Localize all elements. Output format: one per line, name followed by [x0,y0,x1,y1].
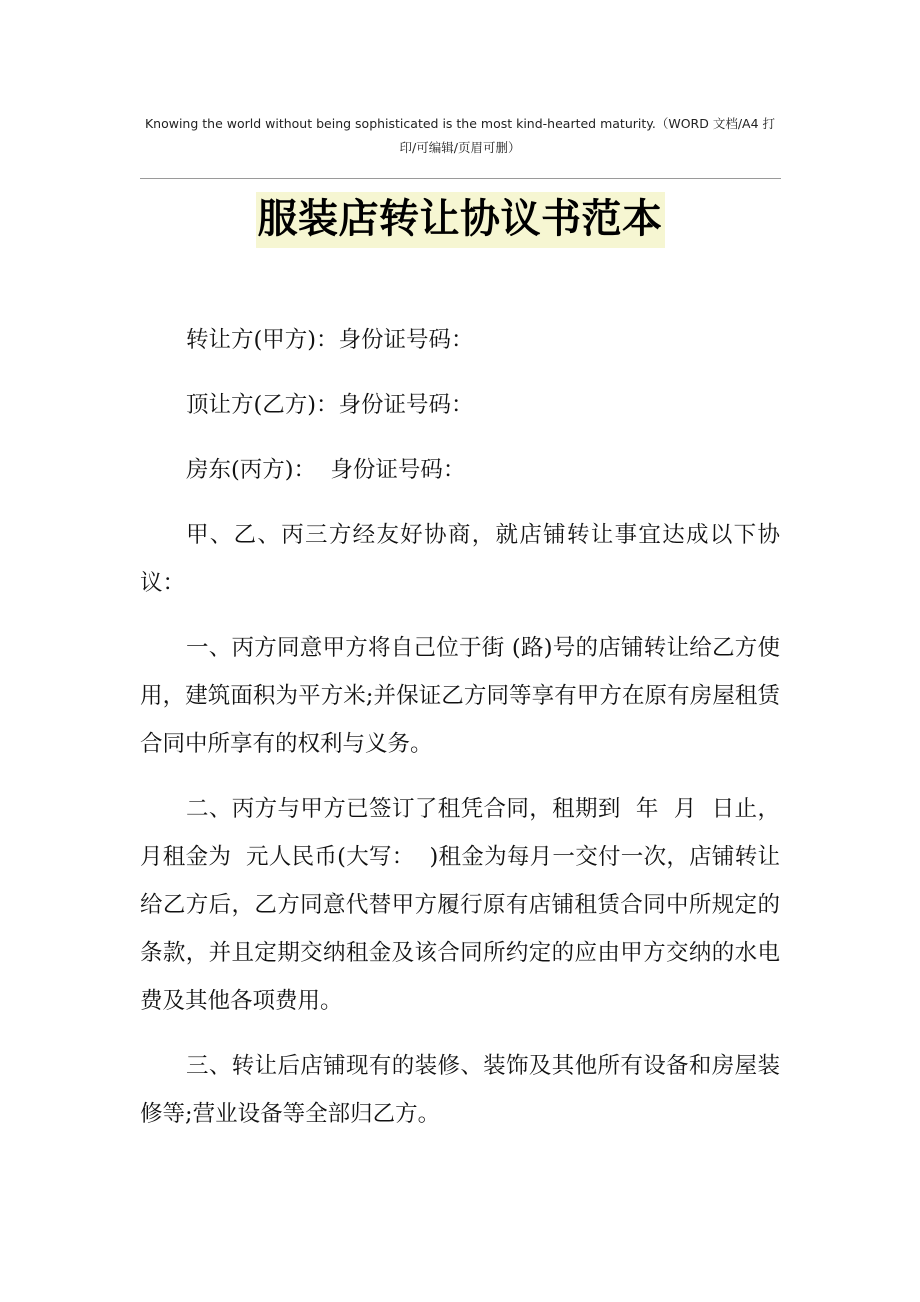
clause-3-paragraph: 三、转让后店铺现有的装修、装饰及其他所有设备和房屋装修等;营业设备等全部归乙方。 [140,1053,780,1127]
party-c-line: 房东(丙方)： 身份证号码： [186,457,466,483]
header-divider [140,178,781,179]
document-title: 服装店转让协议书范本 [256,192,665,248]
clause-1-paragraph: 一、丙方同意甲方将自己位于街 (路)号的店铺转让给乙方使用，建筑面积为平方米;并保证乙方同等享有甲方在原有房屋租赁合同中所享有的权利与义务。 [140,635,780,757]
title-container [0,192,920,248]
party-b-line: 顶让方(乙方)：身份证号码： [186,392,474,418]
intro-paragraph: 甲、乙、丙三方经友好协商，就店铺转让事宜达成以下协议： [140,522,780,596]
document-body [140,316,780,1155]
party-a-line: 转让方(甲方)：身份证号码： [186,327,474,353]
header-note: Knowing the world without being sophisticated is the most kind-hearted maturity.（WORD 文档/A4 打印/可编辑/页眉可删） [144,116,776,155]
clause-2-paragraph: 二、丙方与甲方已签订了租凭合同，租期到 年 月 日止，月租金为 元人民币(大写： )租金为每月一交付一次，店铺转让给乙方后，乙方同意代替甲方履行原有店铺租赁合同中所规定的条款，并且定期交纳租金及该合同所约定的应由甲方交纳的水电费及其他各项费用。 [140,796,780,1014]
